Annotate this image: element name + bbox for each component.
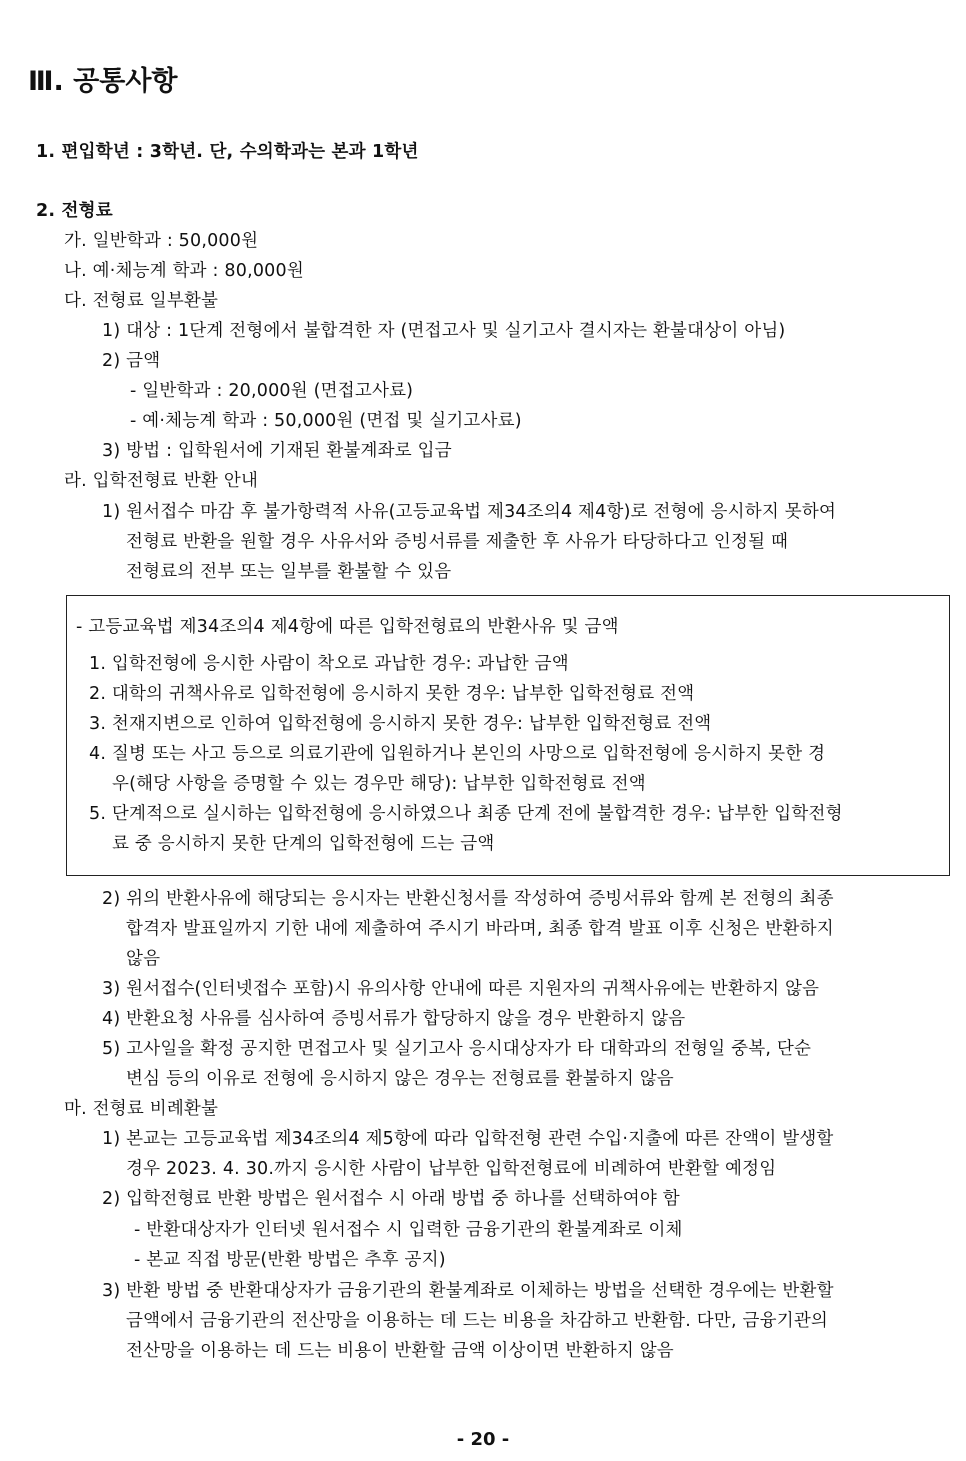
law-box-item-4-cont: 우(해당 사항을 증명할 수 있는 경우만 해당): 납부한 입학전형료 전액	[112, 774, 646, 794]
partial-refund-amount: 2) 금액	[102, 351, 161, 371]
law-box-item-5: 5. 단계적으로 실시하는 입학전형에 응시하였으나 최종 단계 전에 불합격한 경우: 납부한 입학전형	[89, 804, 843, 824]
refund-guide-3: 3) 원서접수(인터넷접수 포함)시 유의사항 안내에 따른 지원자의 귀책사유에는 반환하지 않음	[102, 979, 820, 999]
law-box-item-4: 4. 질병 또는 사고 등으로 의료기관에 입원하거나 본인의 사망으로 입학전형에 응시하지 못한 경	[89, 744, 826, 764]
refund-guide-4: 4) 반환요청 사유를 심사하여 증빙서류가 합당하지 않을 경우 반환하지 않음	[102, 1009, 686, 1029]
law-box-item-3: 3. 천재지변으로 인하여 입학전형에 응시하지 못한 경우: 납부한 입학전형료 전액	[89, 714, 712, 734]
law-box-title: - 고등교육법 제34조의4 제4항에 따른 입학전형료의 반환사유 및 금액	[76, 617, 619, 637]
partial-refund-target: 1) 대상 : 1단계 전형에서 불합격한 자 (면접고사 및 실기고사 결시자는 환불대상이 아님)	[102, 321, 786, 341]
fee-general: 가. 일반학과 : 50,000원	[64, 231, 259, 251]
proportional-refund-2a: - 반환대상자가 인터넷 원서접수 시 입력한 금융기관의 환불계좌로 이체	[134, 1220, 683, 1240]
fee-arts: 나. 예·체능계 학과 : 80,000원	[64, 261, 304, 281]
proportional-refund-3-line3: 전산망을 이용하는 데 드는 비용이 반환할 금액 이상이면 반환하지 않음	[126, 1341, 674, 1361]
law-box-item-2: 2. 대학의 귀책사유로 입학전형에 응시하지 못한 경우: 납부한 입학전형료 전액	[89, 684, 695, 704]
partial-refund-method: 3) 방법 : 입학원서에 기재된 환불계좌로 입금	[102, 441, 452, 461]
partial-refund-heading: 다. 전형료 일부환불	[64, 291, 219, 311]
proportional-refund-2: 2) 입학전형료 반환 방법은 원서접수 시 아래 방법 중 하나를 선택하여야 함	[102, 1189, 680, 1209]
refund-guide-1-line3: 전형료의 전부 또는 일부를 환불할 수 있음	[126, 562, 452, 582]
partial-refund-general: - 일반학과 : 20,000원 (면접고사료)	[130, 381, 414, 401]
proportional-refund-3-line2: 금액에서 금융기관의 전산망을 이용하는 데 드는 비용을 차감하고 반환함. 다만, 금융기관의	[126, 1311, 829, 1331]
law-box-item-1: 1. 입학전형에 응시한 사람이 착오로 과납한 경우: 과납한 금액	[89, 654, 569, 674]
refund-guide-5-line1: 5) 고사일을 확정 공지한 면접고사 및 실기고사 응시대상자가 타 대학과의 전형일 중복, 단순	[102, 1039, 812, 1059]
refund-guide-heading: 라. 입학전형료 반환 안내	[64, 471, 259, 491]
proportional-refund-1-line1: 1) 본교는 고등교육법 제34조의4 제5항에 따라 입학전형 관련 수입·지출에 따른 잔액이 발생할	[102, 1129, 834, 1149]
proportional-refund-1-line2: 경우 2023. 4. 30.까지 응시한 사람이 납부한 입학전형료에 비례하여 반환할 예정임	[126, 1159, 777, 1179]
refund-guide-2-line3: 않음	[126, 949, 161, 969]
item-transfer-grade: 1. 편입학년 : 3학년. 단, 수의학과는 본과 1학년	[36, 142, 419, 162]
page-number: - 20 -	[456, 1429, 510, 1450]
proportional-refund-2b: - 본교 직접 방문(반환 방법은 추후 공지)	[134, 1250, 446, 1270]
refund-guide-2-line2: 합격자 발표일까지 기한 내에 제출하여 주시기 바라며, 최종 합격 발표 이후 신청은 반환하지	[126, 919, 834, 939]
refund-guide-1-line2: 전형료 반환을 원할 경우 사유서와 증빙서류를 제출한 후 사유가 타당하다고 인정될 때	[126, 532, 789, 552]
refund-guide-5-line2: 변심 등의 이유로 전형에 응시하지 않은 경우는 전형료를 환불하지 않음	[126, 1069, 674, 1089]
proportional-refund-heading: 마. 전형료 비례환불	[64, 1099, 219, 1119]
law-box-item-5-cont: 료 중 응시하지 못한 단계의 입학전형에 드는 금액	[112, 834, 495, 854]
refund-guide-1-line1: 1) 원서접수 마감 후 불가항력적 사유(고등교육법 제34조의4 제4항)로 전형에 응시하지 못하여	[102, 502, 837, 522]
item-fee-heading: 2. 전형료	[36, 201, 113, 221]
proportional-refund-3-line1: 3) 반환 방법 중 반환대상자가 금융기관의 환불계좌로 이체하는 방법을 선택한 경우에는 반환할	[102, 1281, 834, 1301]
refund-guide-2-line1: 2) 위의 반환사유에 해당되는 응시자는 반환신청서를 작성하여 증빙서류와 함께 본 전형의 최종	[102, 889, 834, 909]
partial-refund-arts: - 예·체능계 학과 : 50,000원 (면접 및 실기고사료)	[130, 411, 522, 431]
section-title: Ⅲ. 공통사항	[28, 66, 178, 97]
